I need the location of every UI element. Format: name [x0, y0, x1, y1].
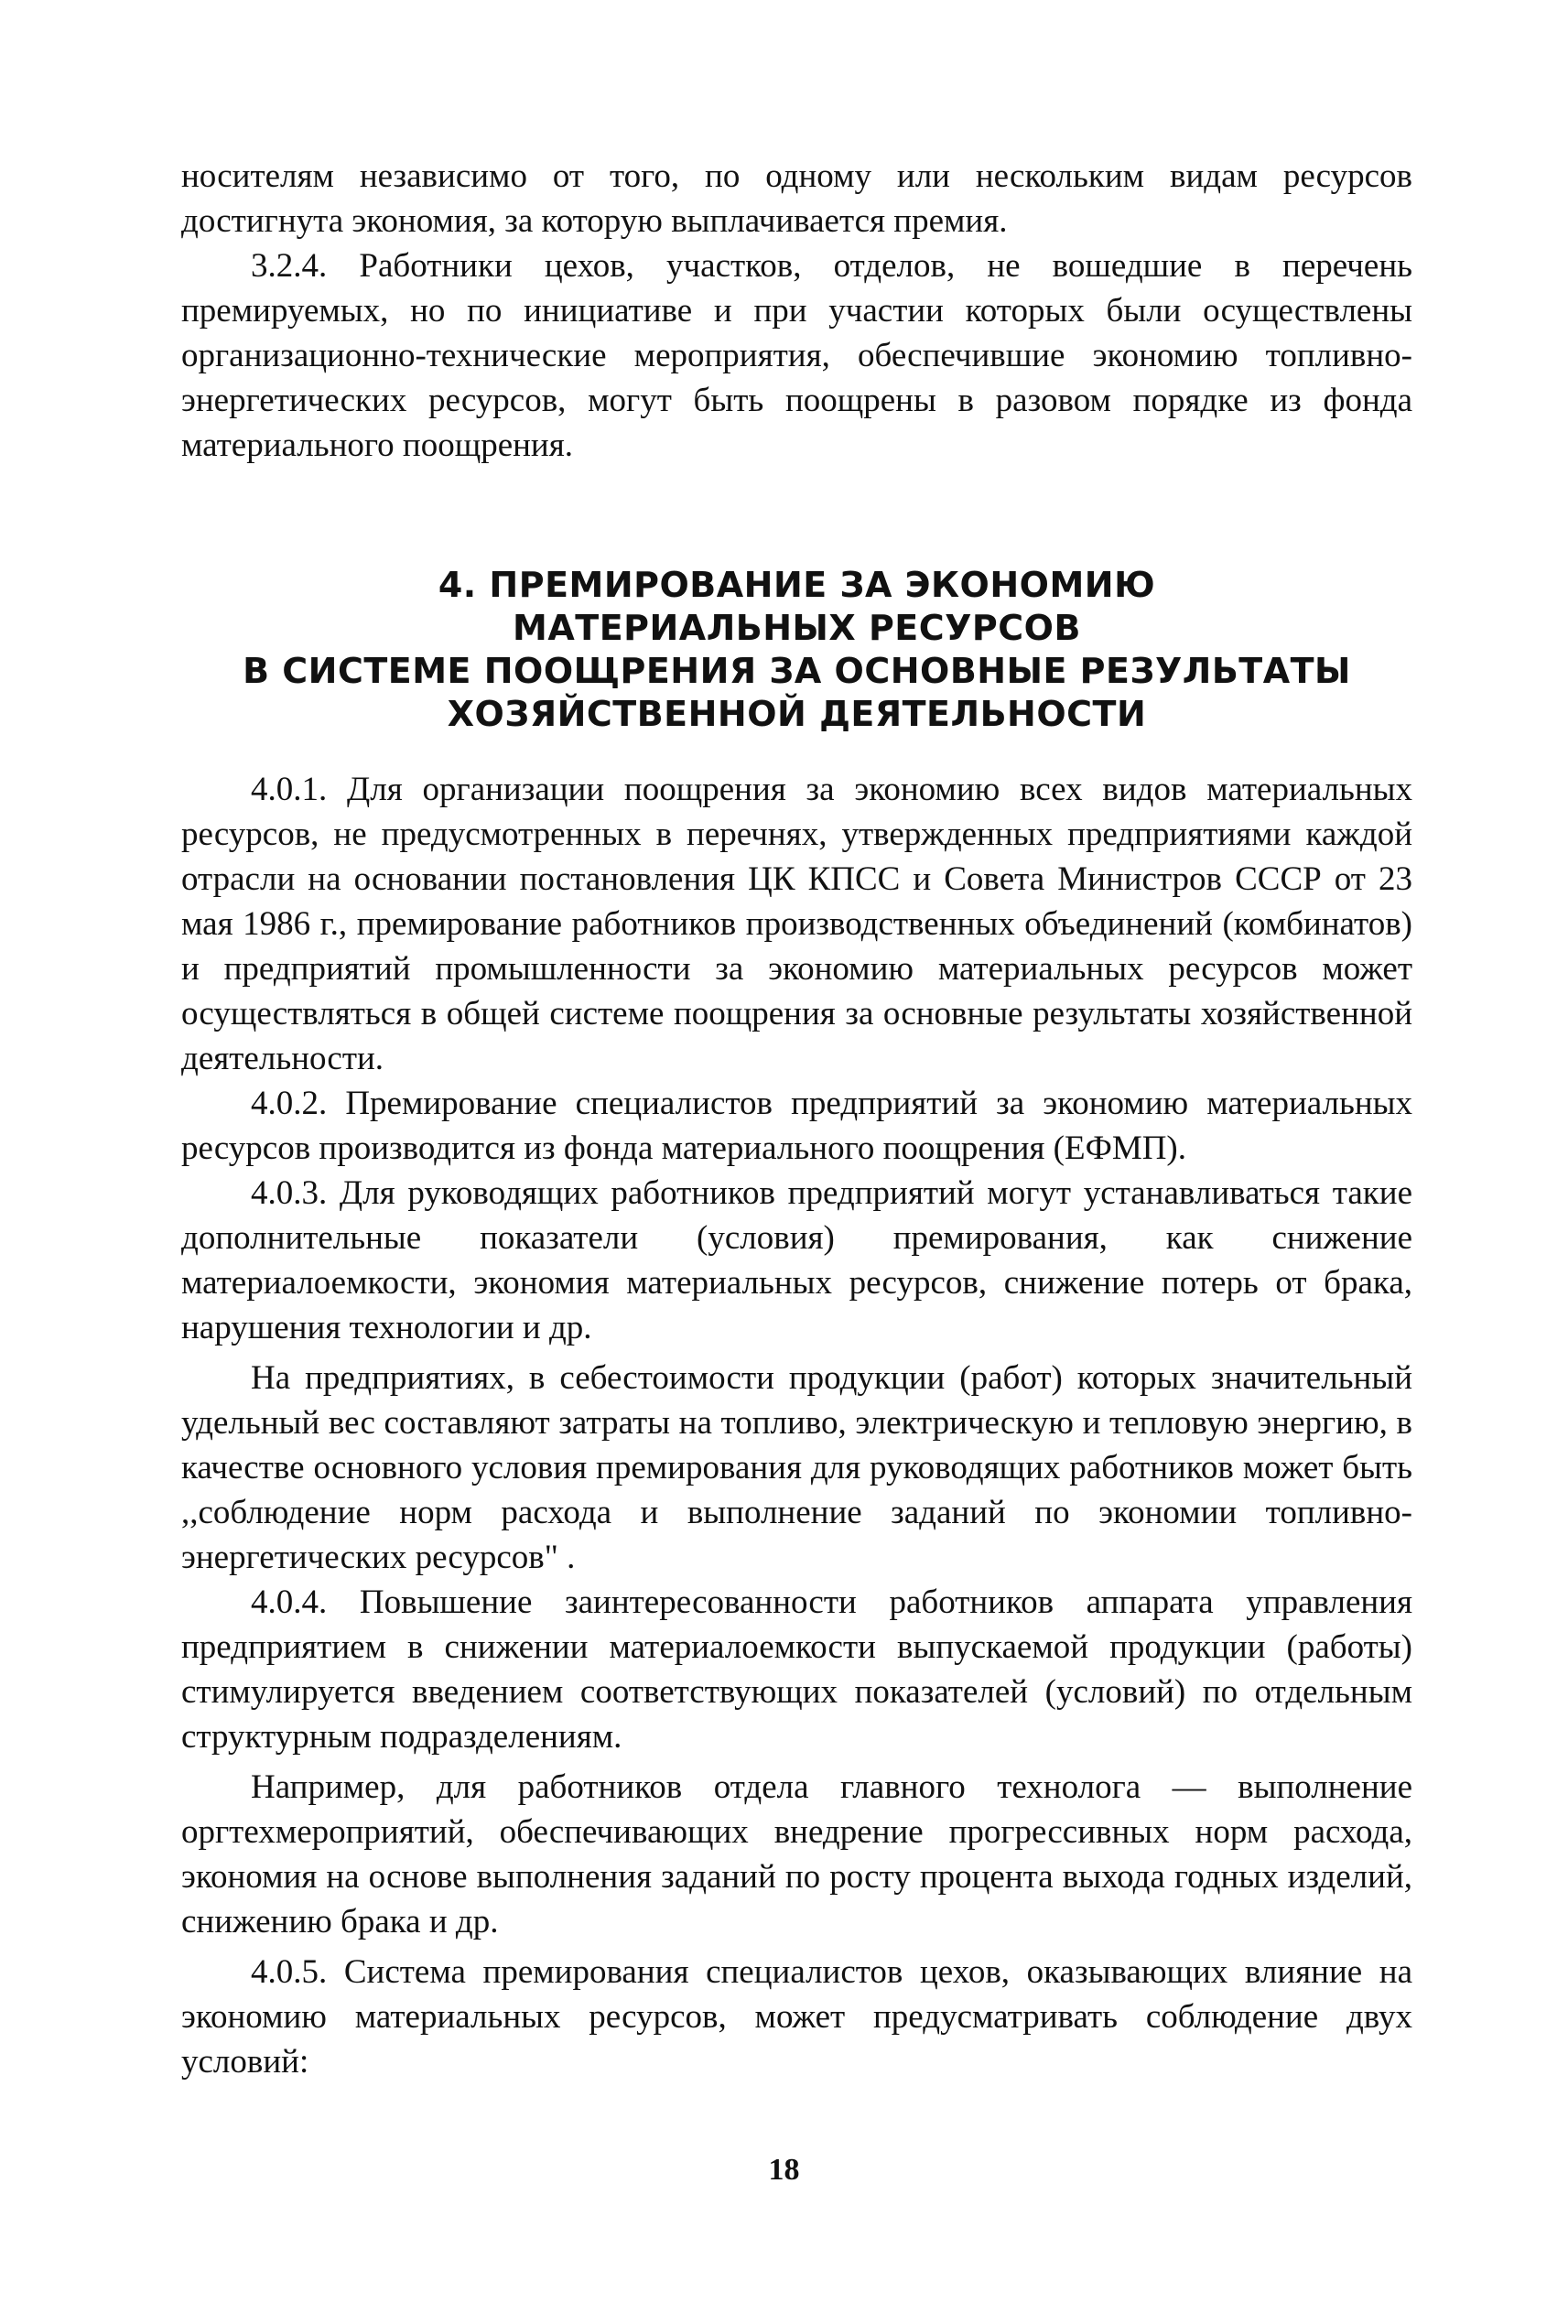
- section-heading-line-2: МАТЕРИАЛЬНЫХ РЕСУРСОВ: [513, 608, 1081, 648]
- page-number: 18: [768, 2153, 800, 2187]
- section-heading-line-3: В СИСТЕМЕ ПООЩРЕНИЯ ЗА ОСНОВНЫЕ РЕЗУЛЬТАТЫ: [243, 651, 1351, 691]
- paragraph-3-2-4: 3.2.4. Работники цехов, участков, отделов, не вошедшие в перечень премируемых, но по инициативе и при участии которых были осуществлены организационно-технические мероприятия, обеспечившие экономию топливно-энергетических ресурсов, могут быть поощрены в разовом порядке из фонда материального поощрения.: [181, 247, 1412, 464]
- section-4-body: [181, 767, 1412, 2084]
- section-heading-line-1: 4. ПРЕМИРОВАНИЕ ЗА ЭКОНОМИЮ: [438, 565, 1156, 605]
- section-heading-line-4: ХОЗЯЙСТВЕННОЙ ДЕЯТЕЛЬНОСТИ: [447, 694, 1147, 734]
- intro-paragraph-continuation: носителям независимо от того, по одному или нескольким видам ресурсов достигнута экономия, за которую выплачивается премия.: [181, 157, 1412, 240]
- paragraph-4-0-5: 4.0.5. Система премирования специалистов цехов, оказывающих влияние на экономию материальных ресурсов, может предусматривать соблюдение двух условий:: [181, 1953, 1412, 2081]
- paragraph-4-0-1: 4.0.1. Для организации поощрения за экономию всех видов материальных ресурсов, не предусмотренных в перечнях, утвержденных предприятиями каждой отрасли на основании постановления ЦК КПСС и Совета Министров СССР от 23 мая 1986 г., премирование работников производственных объединений (комбинатов) и предприятий промышленности за экономию материальных ресурсов может осуществляться в общей системе поощрения за основные результаты хозяйственной деятельности.: [181, 771, 1412, 1077]
- paragraph-4-0-3-continued: На предприятиях, в себестоимости продукции (работ) которых значительный удельный вес составляют затраты на топливо, электрическую и тепловую энергию, в качестве основного условия премирования для руководящих работников может быть ,,соблюдение норм расхода и выполнение заданий по экономии топливно-энергетических ресурсов" .: [181, 1359, 1412, 1576]
- paragraph-4-0-4: 4.0.4. Повышение заинтересованности работников аппарата управления предприятием в снижении материалоемкости выпускаемой продукции (работы) стимулируется введением соответствующих показателей (условий) по отдельным структурным подразделениям.: [181, 1584, 1412, 1756]
- paragraph-4-0-4-example: Например, для работников отдела главного технолога — выполнение оргтехмероприятий, обеспечивающих внедрение прогрессивных норм расхода, экономия на основе выполнения заданий по росту процента выхода годных изделий, снижению брака и др.: [181, 1768, 1412, 1940]
- section-4-heading: [181, 564, 1412, 736]
- intro-text-block: [181, 154, 1412, 468]
- paragraph-4-0-2: 4.0.2. Премирование специалистов предприятий за экономию материальных ресурсов производится из фонда материального поощрения (ЕФМП).: [181, 1085, 1412, 1167]
- paragraph-4-0-3: 4.0.3. Для руководящих работников предприятий могут устанавливаться такие дополнительные показатели (условия) премирования, как снижение материалоемкости, экономия материальных ресурсов, снижение потерь от брака, нарушения технологии и др.: [181, 1174, 1412, 1346]
